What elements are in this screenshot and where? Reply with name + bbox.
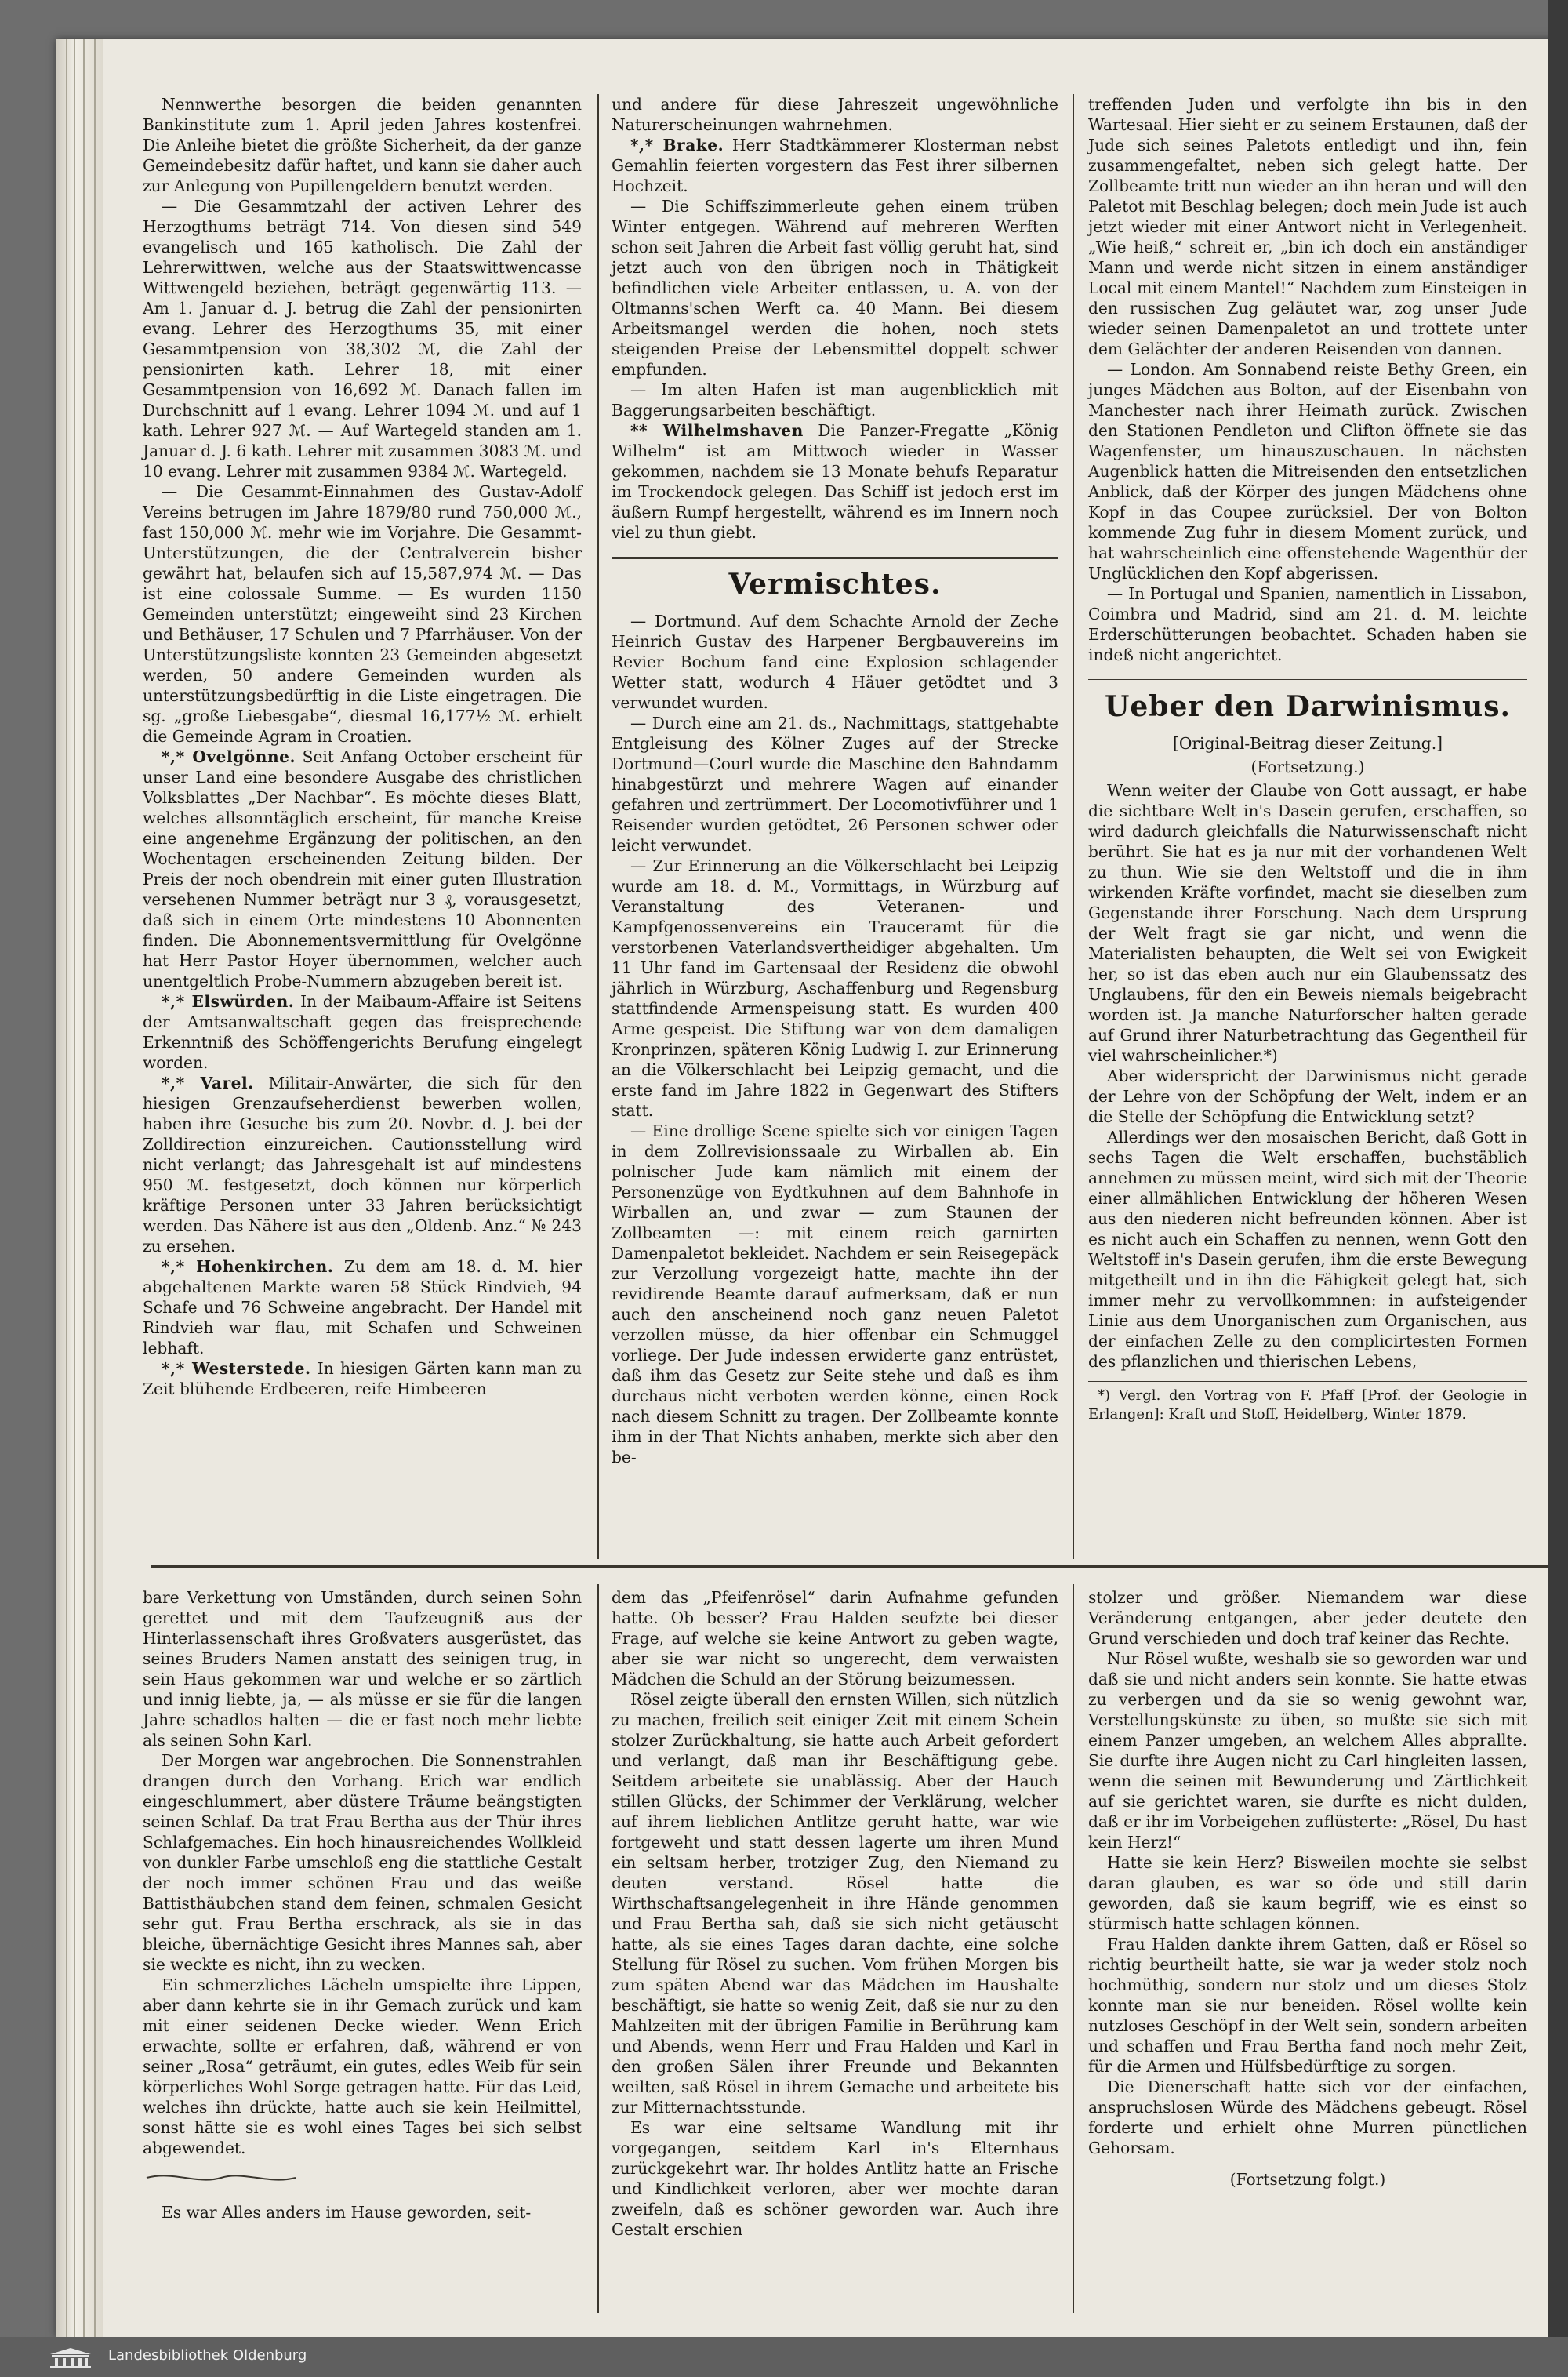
article-paragraph [612,196,1058,380]
article-text: — Im alten Hafen ist man augenblicklich mit Baggerungsarbeiten beschäftigt. [612,380,1058,420]
article-paragraph [143,1358,582,1399]
column-rule [597,94,599,1559]
upper-column-3 [1088,94,1527,1424]
continued-note: (Fortsetzung folgt.) [1229,2170,1386,2189]
article-text: Herr Stadtkämmerer Klosterman nebst Gemahlin feierten vorgestern das Fest ihrer silbernen Hochzeit. [612,136,1058,195]
article-paragraph [143,482,582,747]
article-dateline: ** Wilhelmshaven [630,421,804,440]
article-text: Nennwerthe besorgen die beiden genannten Bankinstitute zum 1. April jeden Jahres kostenfrei. Die Anleihe bietet die größte Sicherheit, da der ganze Gemeindebesitz dafür haftet, und kann sie daher auch zur Anlegung von Pupillengeldern benutzt werden. [143,95,582,195]
article-paragraph [1088,780,1527,1066]
upper-column-1 [143,94,582,1399]
article-text: Nur Rösel wußte, weshalb sie so geworden war und daß sie und nicht anders sein konnte. Sie hatte etwas zu verbergen und da sie so wenig gewohnt war, Verstellungskünste zu üben, so mußte sie sich mit einem Panzer umgeben, an welchem Alles abprallte. Sie durfte ihre Augen nicht zu Carl hingleiten lassen, wenn die seinen mit Bewunderung und Zärtlichkeit auf sie gerichtet waren, sie durfte es nicht dulden, daß er ihr im Vorbeigehen zuflüsterte: „Rösel, Du hast kein Herz!“ [1088,1649,1527,1852]
article-text: Hatte sie kein Herz? Bisweilen mochte sie selbst daran glauben, es war so öde und still darin geworden, daß sie kaum begriff, wie es einst so stürmisch hatte schlagen können. [1088,1853,1527,1933]
article-text: — In Portugal und Spanien, namentlich in Lissabon, Coimbra und Madrid, sind am 21. d. M. leichte Erderschütterungen beobachtet. Schaden haben sie indeß nicht angerichtet. [1088,584,1527,664]
ornament-divider [143,2169,299,2186]
article-paragraph [612,1689,1058,2117]
newspaper-page [56,39,1560,2337]
article-text: treffenden Juden und verfolgte ihn bis in den Wartesaal. Hier sieht er zu seinem Erstaunen, daß der Jude sich seines Paletots entledigt und ihn, fein zusammengefaltet, neben sich gelegt hatte. Der Zollbeamte tritt nun wieder an ihn heran und will den Paletot mit Beschlag belegen; doch mein Jude ist auch jetzt wieder mit einer Antwort nicht in Verlegenheit. „Wie heiß,“ schreit er, „bin ich doch ein anständiger Mann und werde nicht sitzen in einem anständiger Local mit einem Mantel!“ Nachdem zum Einsteigen in den russischen Zug geläutet war, zog unser Jude wieder seinen Damenpaletot an und trottete unter dem Gelächter der anderen Reisenden von dannen. [1088,95,1527,358]
article-paragraph [612,611,1058,713]
article-paragraph [143,196,582,482]
section-heading: Vermischtes. [612,557,1058,602]
article-dateline: *,* Hohenkirchen. [162,1257,334,1276]
article-paragraph [143,1256,582,1358]
lower-column-1 [143,1587,582,2223]
article-paragraph [143,1073,582,1256]
article-text: und andere für diese Jahreszeit ungewöhnliche Naturerscheinungen wahrnehmen. [612,95,1058,134]
article-paragraph [1088,1127,1527,1372]
article-paragraph [1088,2077,1527,2158]
article-text: Es war eine seltsame Wandlung mit ihr vorgegangen, seitdem Karl in's Elternhaus zurückgekehrt war. Ihr holdes Antlitz hatte an Frische und Kindlichkeit verloren, aber wer mochte daran zweifeln, daß es schöner geworden war. Auch ihre Gestalt erschien [612,2118,1058,2239]
article-paragraph [1088,1066,1527,1127]
article-text: Frau Halden dankte ihrem Gatten, daß er Rösel so richtig beurtheilt hatte, sie war ja weder stolz noch hochmüthig, sondern nur stolz und um dieses Stolz konnte man sie nur beneiden. Rösel wollte kein nutzloses Geschöpf in der Welt sein, sondern arbeiten und schaffen und Frau Bertha fand noch mehr Zeit, für die Armen und Hülfsbedürftige zu sorgen. [1088,1935,1527,2076]
article-text: Wenn weiter der Glaube von Gott aussagt, er habe die sichtbare Welt in's Dasein gerufen, erschaffen, so wird dadurch gleichfalls die Naturwissenschaft nicht berührt. Sie hat es ja nur mit der vorhandenen Welt zu thun. Wie sie den Weltstoff und die in ihm wirkenden Kräfte vorfindet, macht sie dieselben zum Gegenstande ihrer Forschung. Nach dem Ursprung der Welt fragt sie gar nicht, und wenn die Materialisten behaupten, die Welt sei von Ewigkeit her, so ist das eben auch nur ein Glaubenssatz des Unglaubens, für den ein Beweis niemals beigebracht worden ist. Ja manche Naturforscher halten gerade auf Grund ihrer Naturbetrachtung das Gegentheil für viel wahrscheinlicher.*) [1088,781,1527,1065]
horizontal-divider [151,1565,1554,1568]
article-paragraph [143,1975,582,2158]
article-text: — Die Gesammtzahl der activen Lehrer des Herzogthums beträgt 714. Von diesen sind 549 evangelisch und 165 katholisch. Die Zahl der Lehrerwittwen, welche aus der Staatswittwencasse Wittwengeld beziehen, beträgt gegenwärtig 113. — Am 1. Januar d. J. betrug die Zahl der pensionirten evang. Lehrer des Herzogthums 35, mit einer Gesammtpension von 38,302 ℳ, die Zahl der pensionirten kath. Lehrer 18, mit einer Gesammtpension von 16,692 ℳ. Danach fallen im Durchschnitt auf 1 evang. Lehrer 1094 ℳ. und auf 1 kath. Lehrer 927 ℳ. — Auf Wartegeld standen am 1. Januar d. J. 6 kath. Lehrer mit zusammen 3083 ℳ. und 10 evang. Lehrer mit zusammen 9384 ℳ. Wartegeld. [143,197,582,481]
article-text: Die Dienerschaft hatte sich vor der einfachen, anspruchslosen Würde des Mädchens gebeugt. Rösel forderte und erhielt ohne Murren pünctlichen Gehorsam. [1088,2077,1527,2157]
article-dateline: *,* Brake. [630,136,724,154]
article-paragraph [612,2117,1058,2240]
article-text: — Dortmund. Auf dem Schachte Arnold der Zeche Heinrich Gustav des Harpener Bergbauvereins im Revier Bochum fand eine Explosion schlagender Wetter statt, wodurch 4 Häuer getödtet und 3 verwundet wurden. [612,612,1058,712]
article-text: — London. Am Sonnabend reiste Bethy Green, ein junges Mädchen aus Bolton, auf der Eisenbahn von Manchester nach ihrer Heimath zurück. Zwischen den Stationen Pendleton und Clifton öffnete sie das Wagenfenster, um hinauszuschauen. In nächsten Augenblick hatten die Mitreisenden den entsetzlichen Anblick, daß der Körper des jungen Mädchens ohne Kopf in das Coupee zurücksiel. Der von Bolton kommende Zug fuhr in diesem Moment zurück, und hat wahrscheinlich eine offenstehende Wagenthür der Unglücklichen den Kopf abgerissen. [1088,360,1527,583]
column-rule [1073,94,1074,1559]
section-heading: Ueber den Darwinismus. [1088,679,1527,724]
article-dateline: *,* Ovelgönne. [162,747,296,766]
footer-label: Landesbibliothek Oldenburg [108,2347,307,2364]
article-text: — Die Gesammt-Einnahmen des Gustav-Adolf Vereins betrugen im Jahre 1879/80 rund 750,000 ℳ., fast 150,000 ℳ. mehr wie im Vorjahre. Die Gesammt-Unterstützungen, die der Centralverein bisher gewährt hat, belaufen sich auf 15,587,974 ℳ. — Das ist eine colossale Summe. — Es wurden 1150 Gemeinden unterstützt; eingeweiht sind 23 Kirchen und Bethäuser, 17 Schulen und 7 Pfarrhäuser. Von der Unterstützungsliste konnten 23 Gemeinden abgesetzt werden, 50 andere Gemeinden wurden als unterstützungsbedürftig in die Liste eingetragen. Die sg. „große Liebesgabe“, diesmal 16,177½ ℳ. erhielt die Gemeinde Agram in Croatien. [143,482,582,746]
page-edge [1548,0,1568,2377]
column-rule [597,1584,599,2313]
article-text: Zu dem am 18. d. M. hier abgehaltenen Markte waren 58 Stück Rindvieh, 94 Schafe und 76 Schweine angebracht. Der Handel mit Rindvieh war flau, mit Schafen und Schweinen lebhaft. [143,1257,583,1358]
article-paragraph [1088,94,1527,359]
article-paragraph [612,1587,1058,1689]
section-subtitle: [Original-Beitrag dieser Zeitung.] [1172,734,1443,753]
article-text: In hiesigen Gärten kann man zu Zeit blühende Erdbeeren, reife Himbeeren [143,1359,582,1398]
article-text: Der Morgen war angebrochen. Die Sonnenstrahlen drangen durch den Vorhang. Erich war endlich eingeschlummert, aber düstere Träume beängstigten seinen Schlaf. Da trat Frau Bertha aus der Thür ihres Schlafgemaches. Ein hoch hinausreichendes Wollkleid von dunkler Farbe umschloß eng die stattliche Gestalt der noch immer schönen Frau und das weiße Battisthäubchen stand dem feinen, schmalen Gesicht sehr gut. Frau Bertha erschrack, als sie in das bleiche, übernächtige Gesicht ihres Mannes sah, aber sie weckte es nicht, ihn zu wecken. [143,1751,582,1974]
article-paragraph [143,747,582,991]
article-paragraph [143,1587,582,1750]
section-subtitle: (Fortsetzung.) [1250,758,1365,776]
footnote-text: *) Vergl. den Vortrag von F. Pfaff [Prof. der Geologie in Erlangen]: Kraft und Stoff, Heidelberg, Winter 1879. [1088,1387,1527,1423]
article-paragraph [612,420,1058,543]
article-text: stolzer und größer. Niemandem war diese Veränderung entgangen, aber jeder deutete den Grund verschieden und doch traf keiner das Rechte. [1088,1588,1527,1648]
article-text: Aber widerspricht der Darwinismus nicht gerade der Lehre von der Schöpfung der Welt, indem er an die Stelle der Schöpfung die Entwicklung setzt? [1088,1067,1527,1126]
page-binding [56,39,103,2337]
column-rule [1073,1584,1074,2313]
footnote [1088,1381,1527,1424]
article-dateline: *,* Westerstede. [162,1359,311,1378]
article-paragraph [612,856,1058,1121]
article-paragraph [1088,1648,1527,1852]
upper-column-2 [612,94,1058,1467]
article-text: dem das „Pfeifenrösel“ darin Aufnahme gefunden hatte. Ob besser? Frau Halden seufzte bei dieser Frage, auf welche sie keine Antwort zu geben wagte, aber sie war nicht so ungerecht, dem verwaisten Mädchen die Schuld an der Störung beizumessen. [612,1588,1058,1688]
article-paragraph [1088,1852,1527,1934]
article-text: Es war Alles anders im Hause geworden, seit- [162,2203,532,2222]
article-paragraph [612,135,1058,196]
article-text: — Eine drollige Scene spielte sich vor einigen Tagen in dem Zollrevisionssaale zu Wirballen ab. Ein polnischer Jude kam nämlich mit einem der Personenzüge von Eydtkuhnen auf dem Bahnhofe in Wirballen an, und zwar — zum Staunen der Zollbeamten —: mit einem reich garnirten Damenpaletot bekleidet. Nachdem er sein Reisegepäck zur Verzollung vorgezeigt hatte, machte ihn der revidirende Beamte darauf aufmerksam, daß er nun auch den anscheinend noch ganz neuen Paletot verzollen müsse, da hier offenbar ein Schmuggel vorliege. Der Jude indessen erwiderte ganz entrüstet, daß ihm das Gesetz zur Seite stehe und daß es ihm durchaus nicht verboten werden könne, einen Rock nach diesem Schnitt zu tragen. Der Zollbeamte konnte ihm in der That Nichts anhaben, merkte sich aber den be- [612,1121,1058,1467]
article-paragraph [1088,1587,1527,1648]
article-text: In der Maibaum-Affaire ist Seitens der Amtsanwaltschaft gegen das freisprechende Erkenntniß des Schöffengerichts Berufung eingelegt worden. [143,992,583,1072]
article-paragraph [612,713,1058,856]
article-text: Ein schmerzliches Lächeln umspielte ihre Lippen, aber dann kehrte sie in ihr Gemach zurück und kam mit einer seidenen Decke wieder. Wenn Erich erwachte, sollte er erfahren, daß, während er von seiner „Rosa“ geträumt, ein gutes, edles Weib für sein körperliches Wohl Sorge getragen hatte. Für das Leid, welches ihn drückte, hatte auch sie kein Heilmittel, sonst hätte sie es wohl eines Tages bei sich selbst abgewendet. [143,1975,582,2157]
lower-column-2 [612,1587,1058,2240]
article-text: Seit Anfang October erscheint für unser Land eine besondere Ausgabe des christlichen Volksblattes „Der Nachbar“. Es möchte dieses Blatt, welches allsonntäglich erscheint, für manche Kreise eine angenehme Ergänzung der politischen, an den Wochentagen erscheinenden Zeitung bilden. Der Preis der noch obendrein mit einer guten Illustration versehenen Nummer beträgt nur 3 ₰, vorausgesetzt, daß sich in einem Orte mindestens 10 Abonnenten finden. Die Abonnementsvermittlung für Ovelgönne hat Herr Pastor Hoyer übernommen, welcher auch unentgeltlich Probe-Nummern abzugeben bereit ist. [143,747,582,990]
article-paragraph [143,94,582,196]
article-text: Allerdings wer den mosaischen Bericht, daß Gott in sechs Tagen die Welt erschaffen, buchstäblich annehmen zu müssen meint, wird sich mit der Theorie einer allmählichen Entwicklung der höheren Wesen aus den niederen nicht befreunden können. Aber ist es nicht auch ein Schaffen zu nennen, wenn Gott den Weltstoff in's Dasein gerufen, ihm die erste Bewegung mitgetheilt und in ihn die Fähigkeit gelegt hat, sich immer mehr zu vervollkommnen: in aufsteigender Linie aus dem Unorganischen zum Organischen, aus der einfachen Zelle zu den complicirtesten Formen des pflanzlichen und thierischen Lebens, [1088,1128,1527,1371]
library-building-icon [49,2346,93,2368]
lower-column-3 [1088,1587,1527,2190]
article-paragraph [143,991,582,1073]
article-paragraph [1088,583,1527,665]
article-text: — Die Schiffszimmerleute gehen einem trüben Winter entgegen. Während auf mehreren Werften schon seit Jahren die Arbeit fast völlig geruht hat, sind jetzt auch von den übrigen noch in Thätigkeit befindlichen viele Arbeiter entlassen, u. A. von der Oltmanns'schen Werft ca. 40 Mann. Bei diesem Arbeitsmangel werden die hohen, noch stets steigenden Preise der Lebensmittel doppelt schwer empfunden. [612,197,1058,379]
article-text: Die Panzer-Fregatte „König Wilhelm“ ist am Mittwoch wieder in Wasser gekommen, nachdem sie 13 Monate behufs Reparatur im Trockendock gelegen. Das Schiff ist jedoch erst im äußern Rumpf hergestellt, während es im Innern noch viel zu thun giebt. [612,421,1058,542]
article-paragraph [612,380,1058,420]
article-paragraph [143,2202,582,2223]
article-paragraph [1088,1934,1527,2077]
article-text: bare Verkettung von Umständen, durch seinen Sohn gerettet und mit dem Taufzeugniß aus der Hinterlassenschaft ihres Großvaters ausgerüstet, das seines Bruders Namen anstatt des seinigen trug, in sein Haus gekommen war und welche er so zärtlich und innig liebte, ja, — als müsse er sie für die langen Jahre schadlos halten — die er fast noch mehr liebte als seinen Sohn Karl. [143,1588,582,1750]
article-dateline: *,* Elswürden. [162,992,295,1011]
article-text: Rösel zeigte überall den ernsten Willen, sich nützlich zu machen, freilich seit einiger Zeit mit einem Schein stolzer Zurückhaltung, sie hatte auch Arbeit gefordert und verlangt, daß man ihr Beschäftigung gebe. Seitdem arbeitete sie unablässig. Aber der Hauch stillen Glücks, der Schimmer der Verklärung, welcher auf ihrem lieblichen Antlitze geruht hatte, war wie fortgeweht und statt dessen lagerte um ihren Mund ein seltsam herber, trotziger Zug, den Niemand zu deuten verstand. Rösel hatte die Wirthschaftsangelegenheit in ihre Hände genommen und Frau Bertha sah, daß sie sich nicht getäuscht hatte, als sie eines Tages daran dachte, eine solche Stellung für Rösel zu suchen. Vom frühen Morgen bis zum späten Abend war das Mädchen im Haushalte beschäftigt, sie hatte so wenig Zeit, daß sie nur zu den Mahlzeiten mit der übrigen Familie in Berührung kam und Abends, wenn Herr und Frau Halden und Karl in den großen Sälen ihrer Freunde und Bekannten weilten, saß Rösel in ihrem Gemache und arbeitete bis zur Mitternachtsstunde. [612,1690,1058,2117]
library-footer [0,2337,1568,2377]
article-text: — Durch eine am 21. ds., Nachmittags, stattgehabte Entgleisung des Kölner Zuges auf der Strecke Dortmund—Courl wurde die Maschine den Bahndamm hinabgestürzt und mehrere Wagen auf einander gefahren und zertrümmert. Der Locomotivführer und 1 Reisender wurden getödtet, 26 Personen schwer oder leicht verwundet. [612,714,1058,855]
article-paragraph [143,1750,582,1975]
article-paragraph [612,1121,1058,1467]
article-text: Militair-Anwärter, die sich für den hiesigen Grenzaufseherdienst bewerben wollen, haben ihre Gesuche bis zum 20. Novbr. d. J. bei der Zolldirection einzureichen. Cautionsstellung wird nicht verlangt; das Jahresgehalt ist auf mindestens 950 ℳ. festgesetzt, doch können nur körperlich kräftige Personen unter 33 Jahren berücksichtigt werden. Das Nähere ist aus den „Oldenb. Anz.“ № 243 zu ersehen. [143,1074,582,1256]
article-dateline: *,* Varel. [162,1074,254,1092]
article-paragraph [1088,359,1527,583]
article-text: — Zur Erinnerung an die Völkerschlacht bei Leipzig wurde am 18. d. M., Vormittags, in Würzburg auf Veranstaltung des Veteranen- und Kampfgenossenvereins ein Trauceramt für die verstorbenen Vaterlandsvertheidiger abgehalten. Um 11 Uhr fand im Gartensaal der Residenz die obwohl jährlich in Würzburg, Aschaffenburg und Regensburg stattfindende Armenspeisung statt. Es wurden 400 Arme gespeist. Die Stiftung war von dem damaligen Kronprinzen, späteren König Ludwig I. zur Erinnerung an die Völkerschlacht bei Leipzig gemacht, und die erste fand im Jahre 1822 in Gegenwart des Stifters statt. [612,856,1058,1120]
article-paragraph [612,94,1058,135]
